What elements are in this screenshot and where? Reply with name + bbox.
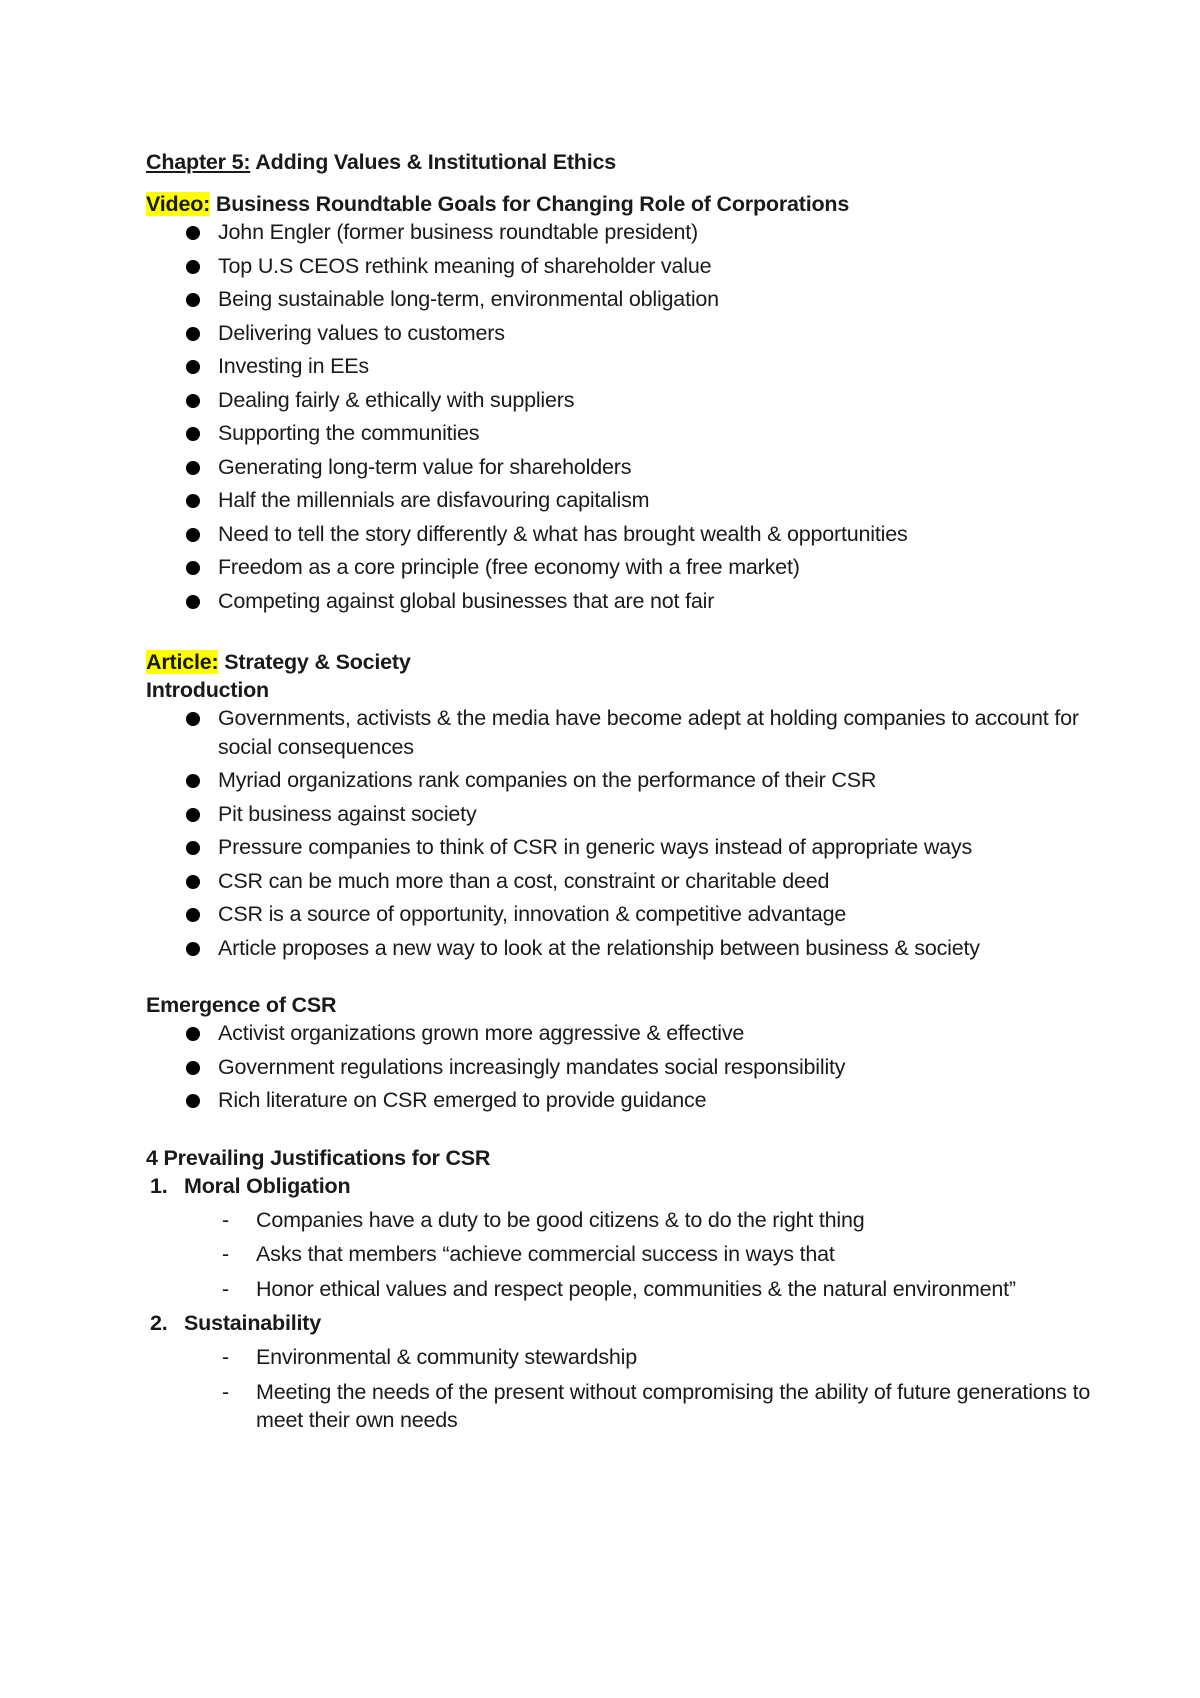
list-item: Freedom as a core principle (free economy with a free market) bbox=[218, 553, 1100, 582]
list-item: John Engler (former business roundtable president) bbox=[218, 218, 1100, 247]
bullet-icon bbox=[186, 1027, 200, 1041]
list-item: Pit business against society bbox=[218, 800, 1100, 829]
list-item: Pressure companies to think of CSR in generic ways instead of appropriate ways bbox=[218, 833, 1100, 862]
bullet-icon bbox=[186, 1094, 200, 1108]
list-item: Rich literature on CSR emerged to provide guidance bbox=[218, 1086, 1100, 1115]
article-title: Strategy & Society bbox=[218, 650, 411, 674]
list-number: 2. bbox=[150, 1311, 168, 1335]
bullet-icon bbox=[186, 494, 200, 508]
bullet-icon bbox=[186, 875, 200, 889]
list-item: - Environmental & community stewardship bbox=[256, 1343, 1100, 1372]
list-item: - Companies have a duty to be good citizens & to do the right thing bbox=[256, 1206, 1100, 1235]
list-item: Government regulations increasingly mandates social responsibility bbox=[218, 1053, 1100, 1082]
list-number: 1. bbox=[150, 1173, 168, 1198]
list-item bbox=[150, 1172, 1100, 1304]
list-item: - Meeting the needs of the present without compromising the ability of future generations to meet their own needs bbox=[222, 1379, 1091, 1432]
chapter-title bbox=[146, 148, 1100, 176]
dash-list bbox=[184, 1206, 1100, 1304]
list-item: CSR is a source of opportunity, innovation & competitive advantage bbox=[218, 900, 1100, 929]
list-item: Top U.S CEOS rethink meaning of shareholder value bbox=[218, 252, 1100, 281]
list-item: Investing in EEs bbox=[218, 352, 1100, 381]
bullet-icon bbox=[186, 293, 200, 307]
bullet-icon bbox=[186, 427, 200, 441]
list-item: Competing against global businesses that are not fair bbox=[218, 587, 1100, 616]
list-item: Delivering values to customers bbox=[218, 319, 1100, 348]
bullet-icon bbox=[186, 561, 200, 575]
bullet-icon bbox=[186, 528, 200, 542]
video-heading bbox=[146, 190, 1100, 218]
bullet-icon bbox=[186, 461, 200, 475]
list-item: Governments, activists & the media have become adept at holding companies to account for social consequences bbox=[218, 704, 1100, 761]
list-item: CSR can be much more than a cost, constraint or charitable deed bbox=[218, 867, 1100, 896]
list-item: - Honor ethical values and respect people, communities & the natural environment” bbox=[256, 1275, 1100, 1304]
dash-icon: - bbox=[222, 1379, 229, 1404]
justification-label: Sustainability bbox=[184, 1311, 321, 1335]
bullet-icon bbox=[186, 1061, 200, 1075]
list-item: Generating long-term value for shareholders bbox=[218, 453, 1100, 482]
justification-label: Moral Obligation bbox=[184, 1173, 351, 1198]
chapter-title-text: Adding Values & Institutional Ethics bbox=[250, 150, 617, 174]
list-item: Article proposes a new way to look at the relationship between business & society bbox=[218, 934, 1100, 963]
bullet-icon bbox=[186, 712, 200, 726]
bullet-icon bbox=[186, 942, 200, 956]
video-title: Business Roundtable Goals for Changing Role of Corporations bbox=[210, 192, 850, 216]
bullet-icon bbox=[186, 908, 200, 922]
spacer bbox=[146, 1120, 1100, 1144]
emergence-bullet-list bbox=[146, 1019, 1100, 1115]
list-item: Activist organizations grown more aggressive & effective bbox=[218, 1019, 1100, 1048]
list-item bbox=[150, 1309, 1100, 1435]
emergence-heading: Emergence of CSR bbox=[146, 993, 337, 1017]
list-item: - Asks that members “achieve commercial success in ways that bbox=[256, 1240, 1100, 1269]
bullet-icon bbox=[186, 394, 200, 408]
bullet-icon bbox=[186, 260, 200, 274]
dash-icon: - bbox=[222, 1345, 229, 1369]
dash-icon: - bbox=[222, 1207, 229, 1232]
list-item: Supporting the communities bbox=[218, 419, 1100, 448]
article-heading bbox=[146, 648, 1100, 676]
list-item: Being sustainable long-term, environmental obligation bbox=[218, 285, 1100, 314]
bullet-icon bbox=[186, 774, 200, 788]
list-item: Dealing fairly & ethically with suppliers bbox=[218, 386, 1100, 415]
article-label: Article: bbox=[146, 650, 219, 674]
bullet-icon bbox=[186, 327, 200, 341]
bullet-icon bbox=[186, 360, 200, 374]
chapter-label: Chapter 5: bbox=[146, 150, 251, 174]
spacer bbox=[146, 967, 1100, 991]
justifications-heading: 4 Prevailing Justifications for CSR bbox=[146, 1145, 491, 1170]
justifications-list bbox=[146, 1172, 1100, 1435]
bullet-icon bbox=[186, 841, 200, 855]
bullet-icon bbox=[186, 808, 200, 822]
bullet-icon bbox=[186, 595, 200, 609]
video-label: Video: bbox=[146, 192, 211, 216]
spacer bbox=[146, 620, 1100, 648]
intro-heading: Introduction bbox=[146, 678, 269, 702]
dash-icon: - bbox=[222, 1242, 229, 1266]
list-item: Myriad organizations rank companies on the performance of their CSR bbox=[218, 766, 1100, 795]
list-item: Half the millennials are disfavouring capitalism bbox=[218, 486, 1100, 515]
video-bullet-list bbox=[146, 218, 1100, 615]
bullet-icon bbox=[186, 226, 200, 240]
dash-list bbox=[184, 1343, 1100, 1435]
list-item: Need to tell the story differently & what has brought wealth & opportunities bbox=[218, 520, 1100, 549]
dash-icon: - bbox=[222, 1276, 229, 1301]
intro-bullet-list bbox=[146, 704, 1100, 962]
